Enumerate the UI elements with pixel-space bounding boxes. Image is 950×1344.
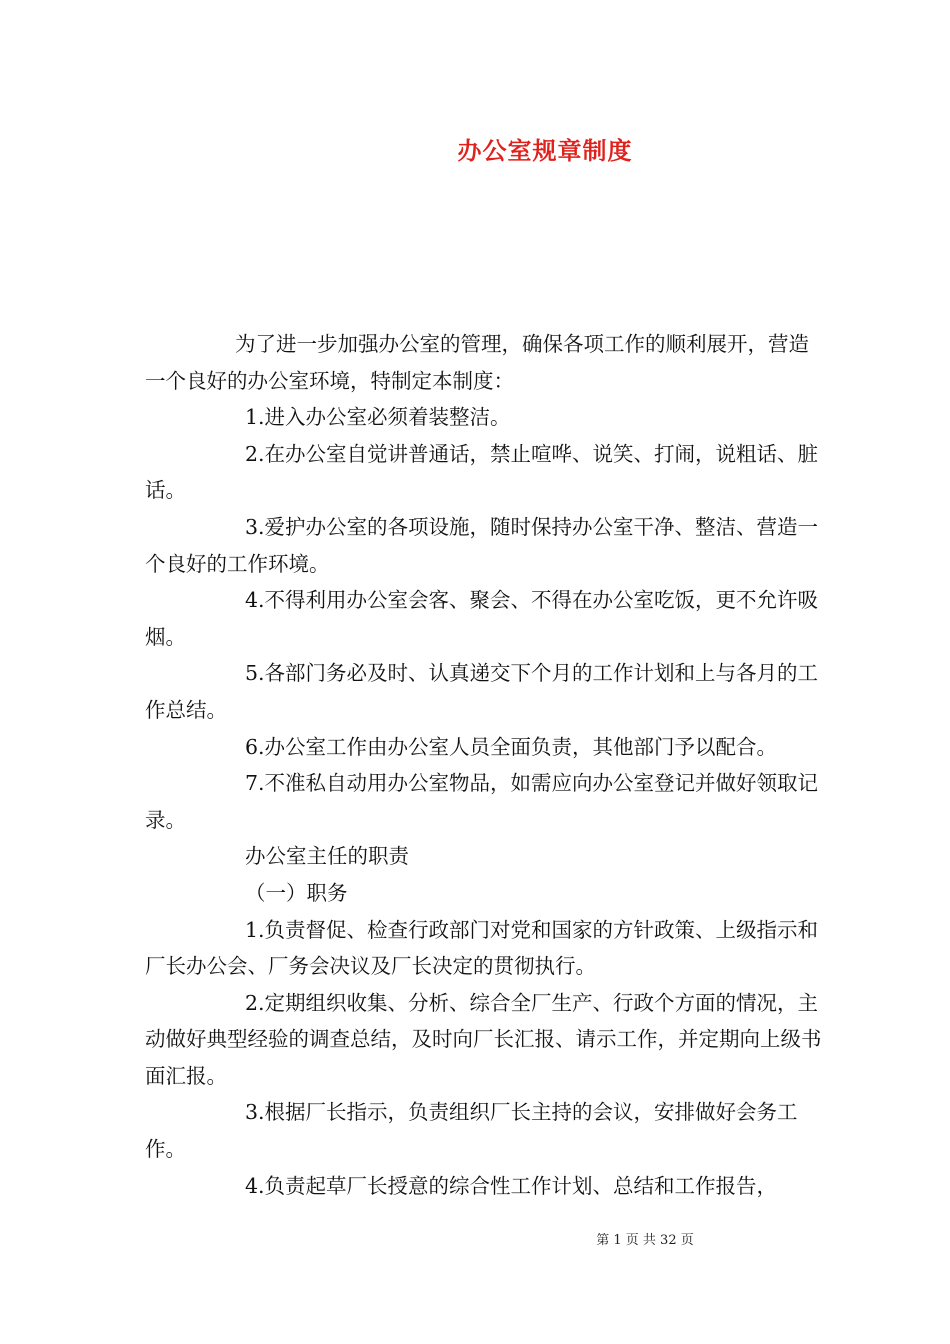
subsection-heading: （一）职务 [245,880,348,905]
duty-item: 4.负责起草厂长授意的综合性工作计划、总结和工作报告， [245,1173,778,1198]
section-heading: 办公室主任的职责 [245,844,409,869]
document-title: 办公室规章制度 [457,136,633,165]
duty-item: 2.定期组织收集、分析、综合全厂生产、行政个方面的情况，主动做好典型经验的调查总结，及时向厂长汇报、请示工作，并定期向上级书面汇报。 [145,990,822,1088]
rule-item: 6.办公室工作由办公室人员全面负责，其他部门予以配合。 [245,734,778,759]
rule-item: 2.在办公室自觉讲普通话，禁止喧哗、说笑、打闹，说粗话、脏话。 [145,441,819,503]
intro-paragraph: 为了进一步加强办公室的管理，确保各项工作的顺利展开，营造一个良好的办公室环境，特制定本制度： [145,332,809,393]
rule-item: 7.不准私自动用办公室物品，如需应向办公室登记并做好领取记录。 [145,771,819,832]
duty-item: 1.负责督促、检查行政部门对党和国家的方针政策、上级指示和厂长办公会、厂务会决议及厂长决定的贯彻执行。 [145,917,819,979]
rule-item: 5.各部门务必及时、认真递交下个月的工作计划和上与各月的工作总结。 [145,661,819,722]
rule-item: 1.进入办公室必须着装整洁。 [245,405,511,430]
duty-item: 3.根据厂长指示，负责组织厂长主持的会议，安排做好会务工作。 [145,1100,798,1162]
rule-item: 3.爱护办公室的各项设施，随时保持办公室干净、整洁、营造一个良好的工作环境。 [145,514,819,576]
rule-item: 4.不得利用办公室会客、聚会、不得在办公室吃饭，更不允许吸烟。 [145,588,819,649]
page-number-footer: 第 1 页 共 32 页 [596,1233,694,1248]
document-body [145,326,825,1204]
